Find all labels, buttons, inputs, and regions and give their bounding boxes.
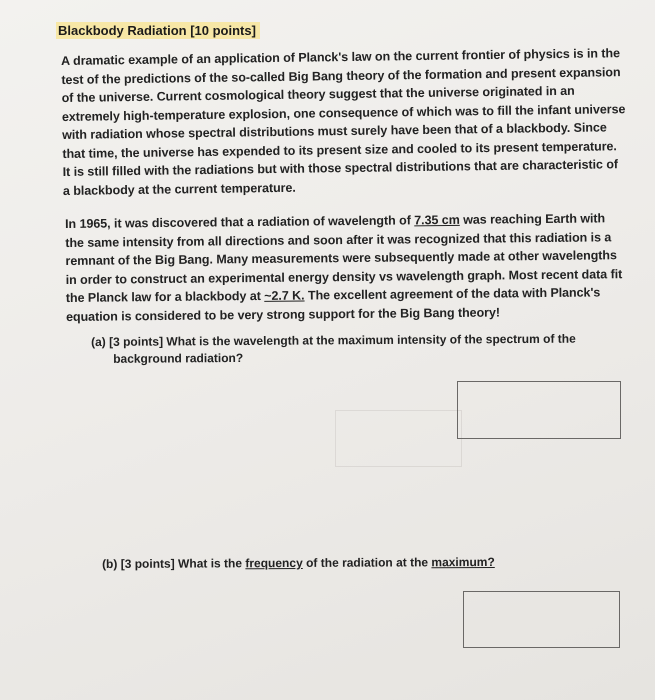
maximum-word: maximum? [431, 554, 495, 570]
question-a-line2: background radiation? [113, 350, 244, 366]
question-a [91, 331, 591, 368]
paragraph-intro: A dramatic example of an application of Planck's law on the current frontier of physics is in the test of the predictions of the so-called Big Bang theory of the formation and present expansion of the universe. Current cosmological theory suggest that the universe originated in an extremely high-temperature explosion, one consequence of which was to fill the infant universe with radiation whose spectral distributions must surely have been that of a blackbody. Since that time, the universe has expended to its present size and cooled to its present temperature. It is still filled with the radiations but with those spectral distributions that are characteristic of a blackbody at the current temperature. [61, 46, 626, 198]
frequency-word: frequency [245, 555, 303, 571]
question-b-part2: of the radiation at the [302, 555, 432, 570]
paragraph-discovery-part1: In 1965, it was discovered that a radiation of wavelength of [65, 213, 415, 231]
paragraph-discovery [65, 209, 626, 326]
answer-box-a[interactable] [457, 381, 621, 439]
section-heading: Blackbody Radiation [10 points] [56, 22, 260, 39]
paragraph-discovery-part3: The excellent agreement of the data with Planck's equation is considered to be very strong support for the Big Bang theory! [65, 285, 601, 324]
answer-box-b[interactable] [463, 591, 620, 648]
bleed-through-box [335, 410, 462, 467]
wavelength-value: 7.35 cm [414, 212, 460, 228]
question-b-part1: (b) [3 points] What is the [102, 556, 246, 571]
question-b [102, 554, 532, 573]
question-a-line1: (a) [3 points] What is the wavelength at the maximum intensity of the spectrum of the [91, 331, 576, 349]
temperature-value: ~2.7 K. [264, 288, 305, 303]
paragraph-discovery-part2: was reaching Earth with the same intensity from all directions and soon after it was recognized that this radiation is a remnant of the Big Bang. Many measurements were subsequently made at other wavelengths in order to construct an experimental energy density vs wavelength graph. Most recent data fit the Planck law for a blackbody at [65, 211, 623, 305]
